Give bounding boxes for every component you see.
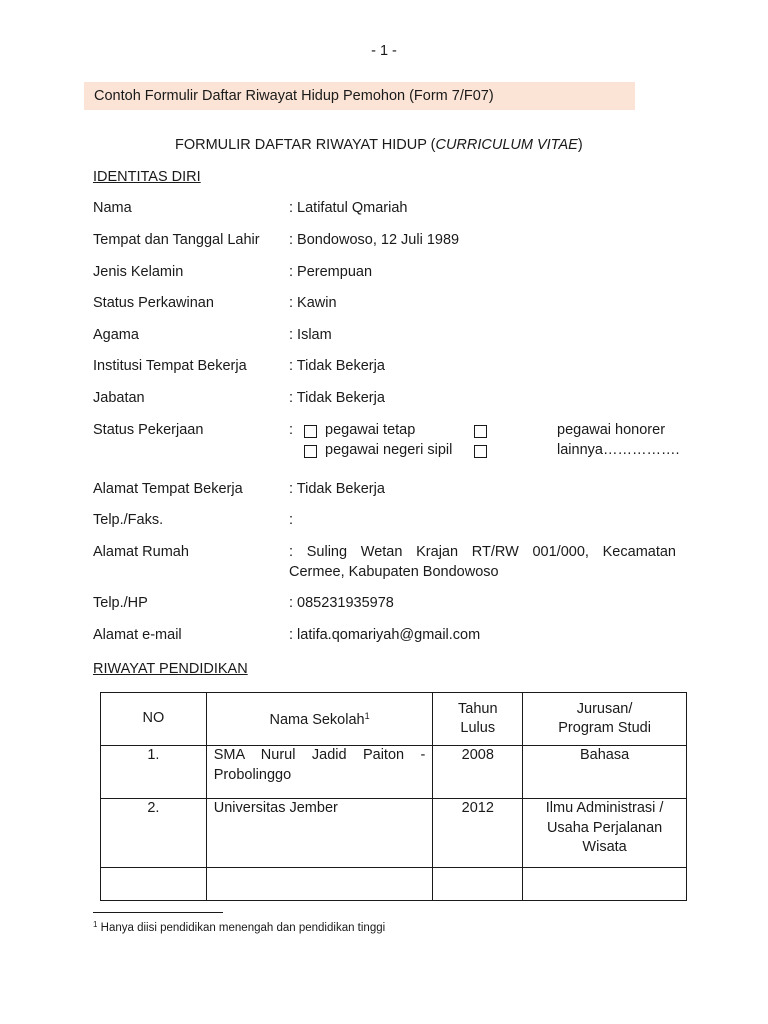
- value-alamat-rumah: : Suling Wetan Krajan RT/RW 001/000, Kecamatan Cermee, Kabupaten Bondowoso: [289, 544, 676, 580]
- value-institusi: : Tidak Bekerja: [289, 358, 385, 374]
- banner-text: Contoh Formulir Daftar Riwayat Hidup Pemohon (Form 7/F07): [94, 88, 494, 104]
- label-jenis-kelamin: Jenis Kelamin: [93, 264, 184, 280]
- value-jenis-kelamin: : Perempuan: [289, 264, 373, 280]
- footnote-text: Hanya diisi pendidikan menengah dan pendidikan tinggi: [100, 922, 386, 934]
- footnote-separator: [93, 912, 223, 913]
- footnote: $^1$ Hanya diisi pendidikan menengah dan pendidikan tinggi: [93, 920, 386, 934]
- status-pekerjaan-colon: :: [289, 422, 294, 438]
- checkbox-lainnya[interactable]: [474, 445, 487, 458]
- cell-no: 1.: [101, 746, 207, 799]
- label-agama: Agama: [93, 327, 139, 343]
- label-status-pekerjaan: Status Pekerjaan: [93, 422, 204, 438]
- label-jabatan: Jabatan: [93, 390, 145, 406]
- label-telp-hp: Telp./HP: [93, 595, 148, 611]
- value-telp-faks: :: [289, 512, 294, 528]
- section-identitas-heading: IDENTITAS DIRI: [93, 169, 201, 185]
- label-email: Alamat e-mail: [93, 627, 182, 643]
- header-tahun-lulus: Tahun Lulus: [433, 693, 523, 746]
- checkbox-pegawai-honorer[interactable]: [474, 425, 487, 438]
- cell-empty: [433, 868, 523, 901]
- cell-tahun: 2008: [433, 746, 523, 799]
- option-lainnya: lainnya…………….: [557, 442, 680, 458]
- checkbox-pns[interactable]: [304, 445, 317, 458]
- header-nama-sekolah: Nama Sekolah$^1$: [206, 693, 433, 746]
- value-telp-hp: : 085231935978: [289, 595, 394, 611]
- option-pegawai-tetap: pegawai tetap: [325, 422, 416, 438]
- form-title-italic: CURRICULUM VITAE: [435, 137, 578, 153]
- header-no: NO: [101, 693, 207, 746]
- value-nama: : Latifatul Qmariah: [289, 200, 408, 216]
- page-number: - 1 -: [371, 43, 397, 59]
- cell-tahun: 2012: [433, 799, 523, 868]
- education-table: [100, 692, 687, 901]
- label-alamat-rumah: Alamat Rumah: [93, 544, 189, 560]
- value-ttl: : Bondowoso, 12 Juli 1989: [289, 232, 460, 248]
- table-row: [101, 799, 687, 868]
- cell-nama-sekolah: Universitas Jember: [206, 799, 433, 868]
- footnote-ref: 1: [364, 711, 370, 722]
- checkbox-pegawai-tetap[interactable]: [304, 425, 317, 438]
- value-jabatan: : Tidak Bekerja: [289, 390, 385, 406]
- cell-empty: [101, 868, 207, 901]
- value-status-perkawinan: : Kawin: [289, 295, 337, 311]
- label-nama: Nama: [93, 200, 132, 216]
- label-alamat-tempat-bekerja: Alamat Tempat Bekerja: [93, 481, 243, 497]
- cell-jurusan: Bahasa: [523, 746, 687, 799]
- label-ttl: Tempat dan Tanggal Lahir: [93, 232, 260, 248]
- label-status-perkawinan: Status Perkawinan: [93, 295, 214, 311]
- value-agama: : Islam: [289, 327, 332, 343]
- cell-jurusan: Ilmu Administrasi / Usaha Perjalanan Wisata: [523, 799, 687, 868]
- cell-no: 2.: [101, 799, 207, 868]
- table-row-empty: [101, 868, 687, 901]
- cell-empty: [523, 868, 687, 901]
- option-pegawai-honorer: pegawai honorer: [557, 422, 666, 438]
- header-jurusan: Jurusan/ Program Studi: [523, 693, 687, 746]
- label-telp-faks: Telp./Faks.: [93, 512, 164, 528]
- table-header-row: [101, 693, 687, 746]
- value-alamat-tempat-bekerja: : Tidak Bekerja: [289, 481, 385, 497]
- cell-nama-sekolah: SMA Nurul Jadid Paiton - Probolinggo: [206, 746, 433, 799]
- label-institusi: Institusi Tempat Bekerja: [93, 358, 247, 374]
- form-title: FORMULIR DAFTAR RIWAYAT HIDUP (CURRICULUM VITAE): [175, 137, 583, 153]
- form-banner: [84, 82, 635, 110]
- cell-empty: [206, 868, 433, 901]
- option-pns: pegawai negeri sipil: [325, 442, 453, 458]
- value-email: : latifa.qomariyah@gmail.com: [289, 627, 481, 643]
- section-pendidikan-heading: RIWAYAT PENDIDIKAN: [93, 661, 248, 677]
- table-row: [101, 746, 687, 799]
